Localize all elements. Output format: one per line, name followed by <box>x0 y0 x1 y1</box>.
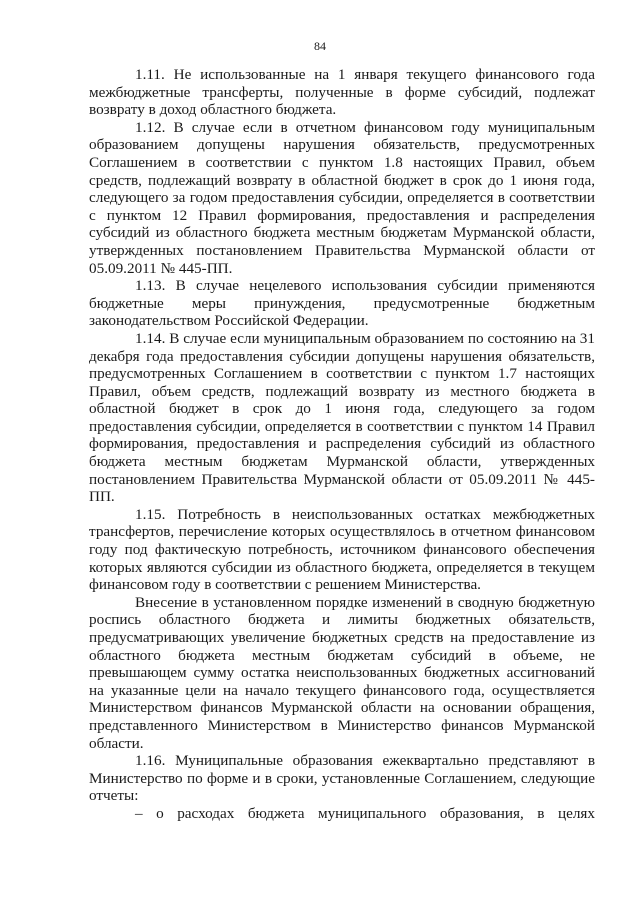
bullet-item-expenses: – о расходах бюджета муниципального образования, в целях <box>135 804 595 822</box>
paragraph-1-11: 1.11. Не использованные на 1 января текущего финансового года межбюджетные трансферты, полученные в форме субсидий, подлежат возврату в доход областного бюджета. <box>89 66 595 119</box>
paragraph-1-16: 1.16. Муниципальные образования ежеквартально представляют в Министерство по форме и в сроки, установленные Соглашением, следующие отчеты: <box>89 752 595 805</box>
page-number: 84 <box>314 39 326 53</box>
paragraph-budget-amendments: Внесение в установленном порядке изменений в сводную бюджетную роспись областного бюджета и лимиты бюджетных обязательств, предусматривающих увеличение бюджетных средств на предоставление из областного бюджета местным бюджетам субсидий в объеме, не превышающем сумму остатка неиспользованных бюджетных ассигнований на указанные цели на начало текущего финансового года, осуществляется Министерством финансов Мурманской области на основании обращения, представленного Министерством в Министерство финансов Мурманской области. <box>89 593 595 752</box>
document-body <box>89 66 595 823</box>
paragraph-1-12: 1.12. В случае если в отчетном финансовом году муниципальным образованием допущены нарушения обязательств, предусмотренных Соглашением в соответствии с пунктом 1.8 настоящих Правил, объем средств, подлежащий возврату в областной бюджет в срок до 1 июня года, следующего за годом предоставления субсидии, определяется в соответствии с пунктом 12 Правил формирования, предоставления и распределения субсидий из областного бюджета местным бюджетам Мурманской области, утвержденных постановлением Правительства Мурманской области от 05.09.2011 № 445-ПП. <box>89 118 595 277</box>
paragraph-1-14: 1.14. В случае если муниципальным образованием по состоянию на 31 декабря года предоставления субсидии допущены нарушения обязательств, предусмотренных Соглашением в соответствии с пунктом 1.7 настоящих Правил, объем средств, подлежащий возврату из местного бюджета в областной бюджет в срок до 1 июня года, следующего за годом предоставления субсидии, определяется в соответствии с пунктом 14 Правил формирования, предоставления и распределения субсидий из областного бюджета местным бюджетам Мурманской области, утвержденных постановлением Правительства Мурманской области от 05.09.2011 № 445-ПП. <box>89 329 595 506</box>
paragraph-1-13: 1.13. В случае нецелевого использования субсидии применяются бюджетные меры принуждения, предусмотренные бюджетным законодательством Российской Федерации. <box>89 277 595 330</box>
paragraph-1-15: 1.15. Потребность в неиспользованных остатках межбюджетных трансфертов, перечисление которых осуществлялось в отчетном финансовом году под фактическую потребность, источником финансового обеспечения которых являются субсидии из областного бюджета, определяется в текущем финансовом году в соответствии с решением Министерства. <box>89 505 595 594</box>
